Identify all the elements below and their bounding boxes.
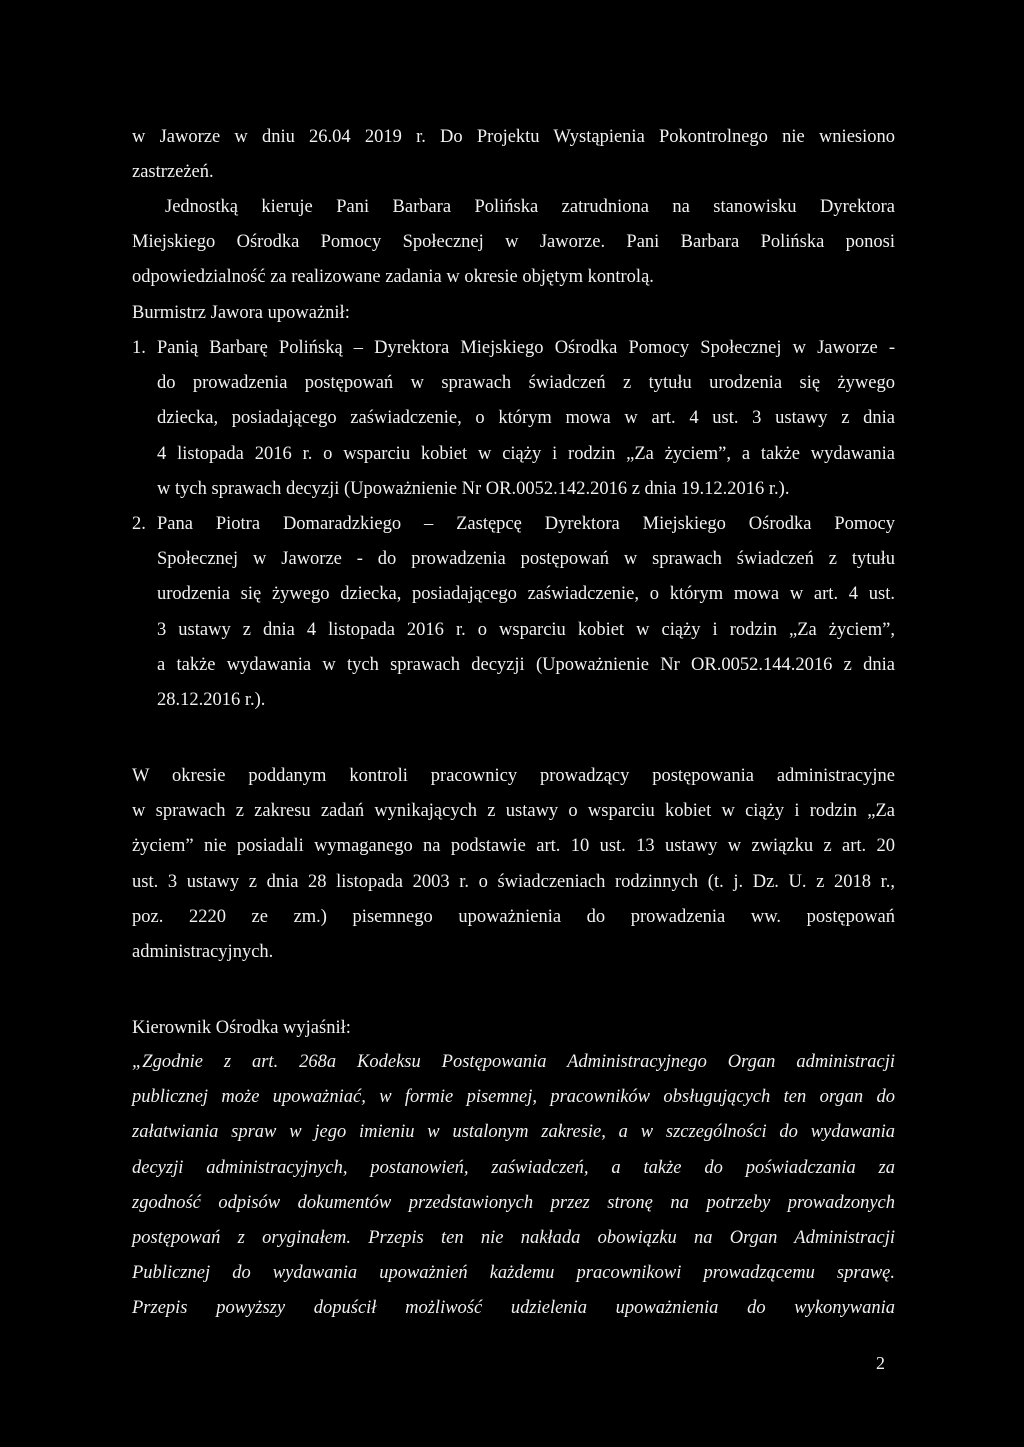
text-line: Pana Piotra Domaradzkiego – Zastępcę Dyrektora Miejskiego Ośrodka Pomocy (157, 514, 895, 535)
text-line: w Jaworze w dniu 26.04 2019 r. Do Projektu Wystąpienia Pokontrolnego nie wniesiono (132, 127, 895, 147)
text-line: do prowadzenia postępowań w sprawach świadczeń z tytułu urodzenia się żywego (157, 373, 895, 394)
text-line: Jednostką kieruje Pani Barbara Polińska zatrudniona na stanowisku Dyrektora (165, 197, 895, 217)
text-line: dziecka, posiadającego zaświadczenie, o którym mowa w art. 4 ust. 3 ustawy z dnia (157, 408, 895, 429)
paragraph-management (132, 190, 895, 296)
page-number: 2 (876, 1353, 885, 1373)
paragraph-authorization-heading (132, 296, 895, 331)
list-item (132, 507, 895, 718)
text-line: Przepis powyższy dopuścił możliwość udzielenia upoważnienia do wykonywania (132, 1298, 895, 1319)
authorization-list (132, 331, 895, 718)
text-line: załatwiania spraw w jego imieniu w ustalonym zakresie, a w szczególności do wydawania (132, 1122, 895, 1143)
paragraph-intro (132, 120, 895, 190)
list-item-number: 1. (132, 338, 146, 358)
text-line: życiem” nie posiadali wymaganego na podstawie art. 10 ust. 13 ustawy w związku z art. 20 (132, 836, 895, 857)
text-line: Publicznej do wydawania upoważnień każdemu pracownikowi prowadzącemu sprawę. (132, 1263, 895, 1284)
list-item (132, 331, 895, 507)
text-line: 3 ustawy z dnia 4 listopada 2016 r. o wsparciu kobiet w ciąży i rodzin „Za życiem”, (157, 619, 895, 640)
text-line: zastrzeżeń. (132, 162, 214, 183)
text-line: Burmistrz Jawora upoważnił: (132, 303, 350, 323)
text-line: Kierownik Ośrodka wyjaśnił: (132, 1018, 351, 1038)
text-line: administracyjnych. (132, 942, 274, 963)
text-line: 28.12.2016 r.). (157, 690, 266, 711)
text-line: 4 listopada 2016 r. o wsparciu kobiet w ciąży i rodzin „Za życiem”, a także wydawania (157, 443, 895, 464)
text-line: „Zgodnie z art. 268a Kodeksu Postępowania Administracyjnego Organ administracji (132, 1052, 895, 1072)
text-line: w tych sprawach decyzji (Upoważnienie Nr OR.0052.142.2016 z dnia 19.12.2016 r.). (157, 478, 790, 499)
text-line: zgodność odpisów dokumentów przedstawionych przez stronę na potrzeby prowadzonych (132, 1192, 895, 1213)
text-line: w sprawach z zakresu zadań wynikających z ustawy o wsparciu kobiet w ciąży i rodzin „Za (132, 801, 895, 822)
text-line: Miejskiego Ośrodka Pomocy Społecznej w Jaworze. Pani Barbara Polińska ponosi (132, 232, 895, 253)
text-line: decyzji administracyjnych, postanowień, zaświadczeń, a także do poświadczania za (132, 1157, 895, 1178)
text-line: poz. 2220 ze zm.) pisemnego upoważnienia do prowadzenia ww. postępowań (132, 906, 895, 927)
text-line: W okresie poddanym kontroli pracownicy prowadzący postępowania administracyjne (132, 766, 895, 786)
text-line: postępowań z oryginałem. Przepis ten nie nakłada obowiązku na Organ Administracji (132, 1228, 895, 1249)
text-line: ust. 3 ustawy z dnia 28 listopada 2003 r. o świadczeniach rodzinnych (t. j. Dz. U. z 2018 r., (132, 871, 895, 892)
paragraph-explanation-heading (132, 1011, 895, 1046)
text-line: Panią Barbarę Polińską – Dyrektora Miejskiego Ośrodka Pomocy Społecznej w Jaworze - (157, 338, 895, 358)
list-item-number: 2. (132, 514, 146, 535)
paragraph-findings (132, 759, 895, 970)
text-line: urodzenia się żywego dziecka, posiadającego zaświadczenie, o którym mowa w art. 4 ust. (157, 584, 895, 605)
text-line: odpowiedzialność za realizowane zadania w okresie objętym kontrolą. (132, 267, 654, 288)
text-line: Społecznej w Jaworze - do prowadzenia postępowań w sprawach świadczeń z tytułu (157, 549, 895, 570)
text-line: a także wydawania w tych sprawach decyzji (Upoważnienie Nr OR.0052.144.2016 z dnia (157, 654, 895, 675)
explanation-quote (132, 1045, 895, 1327)
text-line: publicznej może upoważniać, w formie pisemnej, pracowników obsługujących ten organ do (132, 1087, 895, 1108)
